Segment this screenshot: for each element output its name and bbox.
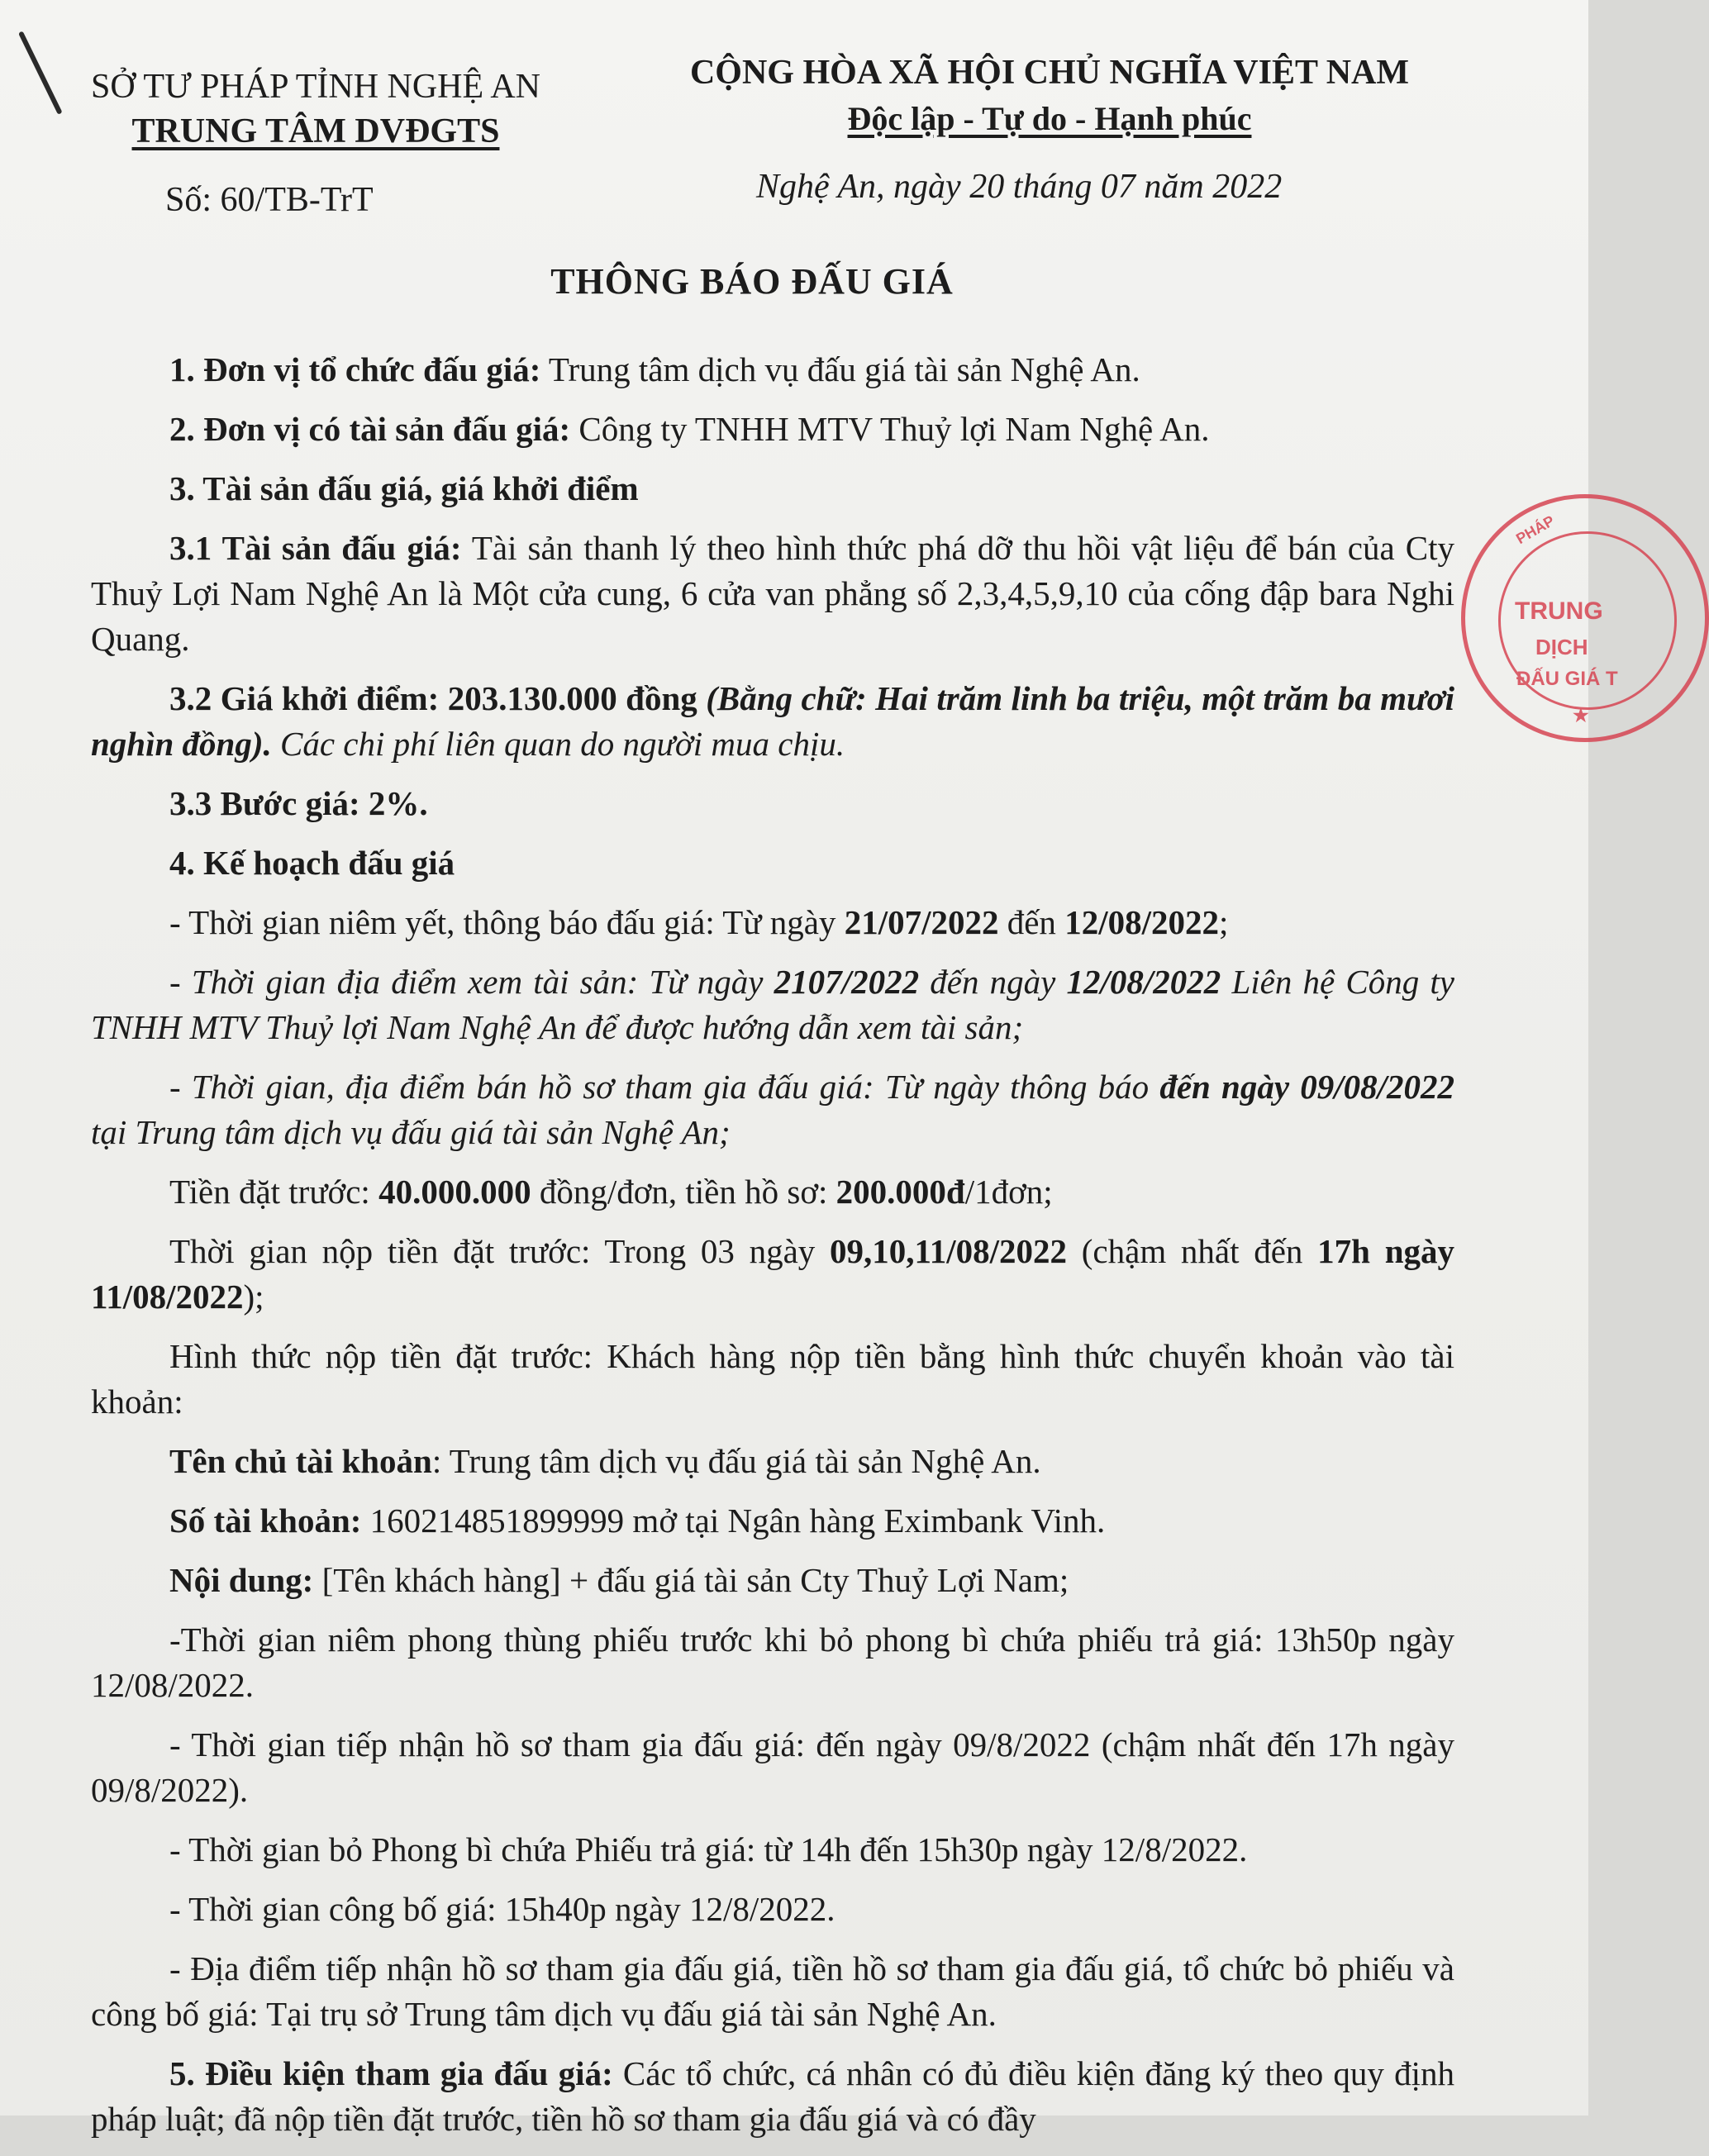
stamp-arc-text: PHÁP bbox=[1513, 512, 1558, 548]
national-heading bbox=[653, 50, 1446, 142]
stamp-text-2: DỊCH bbox=[1535, 635, 1588, 659]
document-number: Số: 60/TB-TrT bbox=[165, 181, 374, 219]
section-1: 1. Đơn vị tổ chức đấu giá: Trung tâm dịch vụ đấu giá tài sản Nghệ An. bbox=[169, 350, 1140, 388]
plan-posting: - Thời gian niêm yết, thông báo đấu giá: Từ ngày 21/07/2022 đến 12/08/2022; bbox=[169, 903, 1229, 941]
stamp-text-1: TRUNG bbox=[1515, 597, 1603, 625]
section-3-2: 3.2 Giá khởi điểm: 203.130.000 đồng (Bằng chữ: Hai trăm linh ba triệu, một trăm ba mươi nghìn đồng). Các chi phí liên quan do người mua chịu. bbox=[91, 679, 1454, 763]
document-title: THÔNG BÁO ĐẤU GIÁ bbox=[550, 261, 954, 302]
section-3-3: 3.3 Bước giá: 2%. bbox=[169, 784, 428, 822]
pen-mark bbox=[18, 31, 63, 114]
price-announce-time: - Thời gian công bố giá: 15h40p ngày 12/8/2022. bbox=[169, 1890, 835, 1928]
section-4: 4. Kế hoạch đấu giá bbox=[169, 844, 455, 882]
issuing-agency bbox=[60, 64, 572, 154]
account-holder: Tên chủ tài khoản: Trung tâm dịch vụ đấu giá tài sản Nghệ An. bbox=[169, 1442, 1041, 1480]
ballot-seal-time: -Thời gian niêm phong thùng phiếu trước khi bỏ phong bì chứa phiếu trả giá: 13h50p ngày 12/08/2022. bbox=[91, 1621, 1454, 1704]
place-date: Nghệ An, ngày 20 tháng 07 năm 2022 bbox=[756, 168, 1283, 206]
deposit-time: Thời gian nộp tiền đặt trước: Trong 03 ngày 09,10,11/08/2022 (chậm nhất đến 17h ngày 11/08/2022); bbox=[91, 1232, 1454, 1316]
nation-name: CỘNG HÒA XÃ HỘI CHỦ NGHĨA VIỆT NAM bbox=[689, 54, 1410, 92]
agency-line-2: TRUNG TÂM DVĐGTS bbox=[131, 112, 500, 150]
envelope-time: - Thời gian bỏ Phong bì chứa Phiếu trả giá: từ 14h đến 15h30p ngày 12/8/2022. bbox=[169, 1830, 1248, 1868]
account-number: Số tài khoản: 160214851899999 mở tại Ngân hàng Eximbank Vinh. bbox=[169, 1502, 1106, 1540]
section-3: 3. Tài sản đấu giá, giá khởi điểm bbox=[169, 469, 639, 507]
agency-line-1: SỞ TƯ PHÁP TỈNH NGHỆ AN bbox=[90, 68, 541, 106]
document-body bbox=[91, 347, 1454, 2156]
stamp-text-3: ĐẤU GIÁ T bbox=[1516, 668, 1618, 690]
plan-viewing: - Thời gian địa điểm xem tài sản: Từ ngày 2107/2022 đến ngày 12/08/2022 Liên hệ Công ty TNHH MTV Thuỷ lợi Nam Nghệ An để được hướng dẫn xem tài sản; bbox=[91, 963, 1454, 1046]
section-2: 2. Đơn vị có tài sản đấu giá: Công ty TNHH MTV Thuỷ lợi Nam Nghệ An. bbox=[169, 410, 1210, 448]
auction-location: - Địa điểm tiếp nhận hồ sơ tham gia đấu giá, tiền hồ sơ tham gia đấu giá, tổ chức bỏ phiếu và công bố giá: Tại trụ sở Trung tâm dịch vụ đấu giá tài sản Nghệ An. bbox=[91, 1949, 1454, 2033]
red-seal-stamp bbox=[1461, 494, 1709, 742]
deposit-method: Hình thức nộp tiền đặt trước: Khách hàng nộp tiền bằng hình thức chuyển khoản vào tài khoản: bbox=[91, 1337, 1454, 1421]
dossier-receive-time: - Thời gian tiếp nhận hồ sơ tham gia đấu giá: đến ngày 09/8/2022 (chậm nhất đến 17h ngày 09/8/2022). bbox=[91, 1725, 1454, 1809]
stamp-star-icon: ★ bbox=[1573, 705, 1589, 726]
section-5: 5. Điều kiện tham gia đấu giá: Các tổ chức, cá nhân có đủ điều kiện đăng ký theo quy định pháp luật; đã nộp tiền đặt trước, tiền hồ sơ tham gia đấu giá và có đầy bbox=[91, 2054, 1454, 2138]
transfer-content: Nội dung: [Tên khách hàng] + đấu giá tài sản Cty Thuỷ Lợi Nam; bbox=[169, 1561, 1069, 1599]
section-3-1: 3.1 Tài sản đấu giá: Tài sản thanh lý theo hình thức phá dỡ thu hồi vật liệu để bán của Cty Thuỷ Lợi Nam Nghệ An là Một cửa cung, 6 cửa van phẳng số 2,3,4,5,9,10 của cống đập bara Nghi Quang. bbox=[91, 529, 1455, 658]
deposit-amount: Tiền đặt trước: 40.000.000 đồng/đơn, tiền hồ sơ: 200.000đ/1đơn; bbox=[169, 1173, 1053, 1211]
plan-dossier-sale: - Thời gian, địa điểm bán hồ sơ tham gia đấu giá: Từ ngày thông báo đến ngày 09/08/2022 tại Trung tâm dịch vụ đấu giá tài sản Nghệ An; bbox=[91, 1068, 1454, 1151]
motto: Độc lập - Tự do - Hạnh phúc bbox=[847, 100, 1252, 137]
